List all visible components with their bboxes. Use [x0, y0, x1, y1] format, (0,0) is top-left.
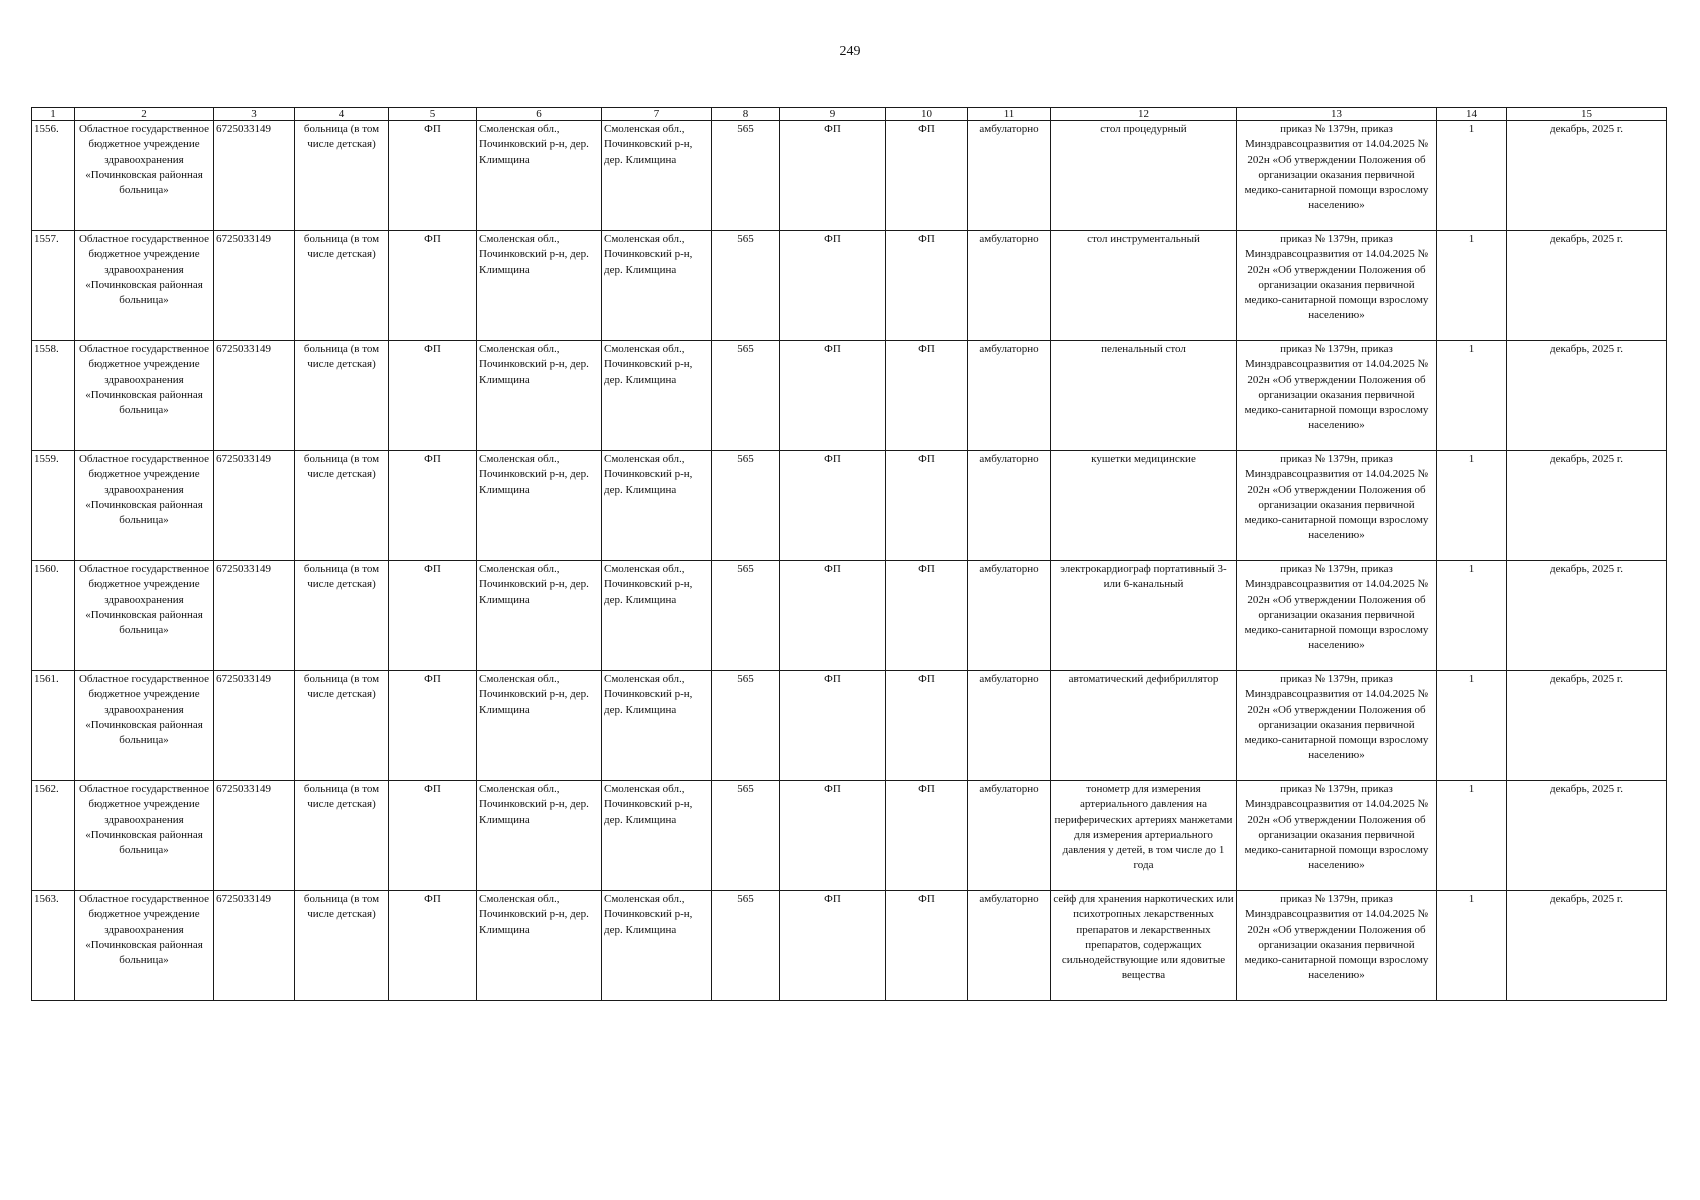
column-header: 2 [75, 108, 214, 121]
address-cell: Смоленская обл., Починковский р-н, дер. Климщина [477, 891, 602, 1001]
location-address-cell: Смоленская обл., Починковский р-н, дер. Климщина [602, 671, 712, 781]
column-header: 8 [712, 108, 780, 121]
table-row [32, 561, 1667, 671]
unit-type: ФП [389, 561, 477, 671]
organization-name: Областное государственное бюджетное учреждение здравоохранения «Починковская районная больница» [75, 121, 214, 231]
quantity-cell: 1 [1437, 121, 1507, 231]
column-header: 5 [389, 108, 477, 121]
column-number-row [32, 108, 1667, 121]
inn-code: 6725033149 [214, 781, 295, 891]
location-address-cell: Смоленская обл., Починковский р-н, дер. Климщина [602, 891, 712, 1001]
deadline-cell: декабрь, 2025 г. [1507, 561, 1667, 671]
care-mode-cell: амбулаторно [968, 561, 1051, 671]
organization-name: Областное государственное бюджетное учреждение здравоохранения «Починковская районная больница» [75, 231, 214, 341]
location-address-cell: Смоленская обл., Починковский р-н, дер. Климщина [602, 231, 712, 341]
subunit-cell: ФП [886, 121, 968, 231]
column-header: 7 [602, 108, 712, 121]
regulation-reference: приказ № 1379н, приказ Минздравсоцразвития от 14.04.2025 № 202н «Об утверждении Положения об организации оказания первичной медико-санитарной помощи взрослому населению» [1237, 231, 1437, 341]
table-row [32, 891, 1667, 1001]
data-table [31, 107, 1667, 1001]
equipment-name: стол процедурный [1051, 121, 1237, 231]
code-cell: 565 [712, 671, 780, 781]
unit-type: ФП [389, 451, 477, 561]
column-header: 12 [1051, 108, 1237, 121]
regulation-reference: приказ № 1379н, приказ Минздравсоцразвития от 14.04.2025 № 202н «Об утверждении Положения об организации оказания первичной медико-санитарной помощи взрослому населению» [1237, 671, 1437, 781]
location-address-cell: Смоленская обл., Починковский р-н, дер. Климщина [602, 341, 712, 451]
unit-type: ФП [389, 781, 477, 891]
row-number: 1563. [32, 891, 75, 1001]
row-number: 1558. [32, 341, 75, 451]
column-header: 3 [214, 108, 295, 121]
column-header: 13 [1237, 108, 1437, 121]
code-cell: 565 [712, 781, 780, 891]
organization-name: Областное государственное бюджетное учреждение здравоохранения «Починковская районная больница» [75, 561, 214, 671]
inn-code: 6725033149 [214, 671, 295, 781]
page-number: 249 [839, 44, 861, 59]
unit-cell: ФП [780, 341, 886, 451]
inn-code: 6725033149 [214, 561, 295, 671]
address-cell: Смоленская обл., Починковский р-н, дер. Климщина [477, 121, 602, 231]
facility-type: больница (в том числе детская) [295, 891, 389, 1001]
subunit-cell: ФП [886, 451, 968, 561]
address-cell: Смоленская обл., Починковский р-н, дер. Климщина [477, 781, 602, 891]
column-header: 4 [295, 108, 389, 121]
code-cell: 565 [712, 121, 780, 231]
organization-name: Областное государственное бюджетное учреждение здравоохранения «Починковская районная больница» [75, 891, 214, 1001]
column-header: 11 [968, 108, 1051, 121]
quantity-cell: 1 [1437, 671, 1507, 781]
code-cell: 565 [712, 891, 780, 1001]
address-cell: Смоленская обл., Починковский р-н, дер. Климщина [477, 341, 602, 451]
organization-name: Областное государственное бюджетное учреждение здравоохранения «Починковская районная больница» [75, 451, 214, 561]
regulation-reference: приказ № 1379н, приказ Минздравсоцразвития от 14.04.2025 № 202н «Об утверждении Положения об организации оказания первичной медико-санитарной помощи взрослому населению» [1237, 781, 1437, 891]
facility-type: больница (в том числе детская) [295, 781, 389, 891]
facility-type: больница (в том числе детская) [295, 341, 389, 451]
table-row [32, 121, 1667, 231]
unit-cell: ФП [780, 561, 886, 671]
address-cell: Смоленская обл., Починковский р-н, дер. Климщина [477, 671, 602, 781]
deadline-cell: декабрь, 2025 г. [1507, 891, 1667, 1001]
unit-cell: ФП [780, 781, 886, 891]
subunit-cell: ФП [886, 561, 968, 671]
care-mode-cell: амбулаторно [968, 781, 1051, 891]
location-address-cell: Смоленская обл., Починковский р-н, дер. Климщина [602, 561, 712, 671]
equipment-name: пеленальный стол [1051, 341, 1237, 451]
unit-type: ФП [389, 121, 477, 231]
regulation-reference: приказ № 1379н, приказ Минздравсоцразвития от 14.04.2025 № 202н «Об утверждении Положения об организации оказания первичной медико-санитарной помощи взрослому населению» [1237, 451, 1437, 561]
regulation-reference: приказ № 1379н, приказ Минздравсоцразвития от 14.04.2025 № 202н «Об утверждении Положения об организации оказания первичной медико-санитарной помощи взрослому населению» [1237, 341, 1437, 451]
code-cell: 565 [712, 231, 780, 341]
regulation-reference: приказ № 1379н, приказ Минздравсоцразвития от 14.04.2025 № 202н «Об утверждении Положения об организации оказания первичной медико-санитарной помощи взрослому населению» [1237, 561, 1437, 671]
unit-type: ФП [389, 671, 477, 781]
row-number: 1562. [32, 781, 75, 891]
organization-name: Областное государственное бюджетное учреждение здравоохранения «Починковская районная больница» [75, 781, 214, 891]
unit-cell: ФП [780, 121, 886, 231]
code-cell: 565 [712, 451, 780, 561]
subunit-cell: ФП [886, 341, 968, 451]
organization-name: Областное государственное бюджетное учреждение здравоохранения «Починковская районная больница» [75, 671, 214, 781]
quantity-cell: 1 [1437, 341, 1507, 451]
equipment-name: стол инструментальный [1051, 231, 1237, 341]
subunit-cell: ФП [886, 231, 968, 341]
quantity-cell: 1 [1437, 451, 1507, 561]
equipment-name: кушетки медицинские [1051, 451, 1237, 561]
quantity-cell: 1 [1437, 231, 1507, 341]
unit-type: ФП [389, 891, 477, 1001]
table-row [32, 671, 1667, 781]
quantity-cell: 1 [1437, 561, 1507, 671]
regulation-reference: приказ № 1379н, приказ Минздравсоцразвития от 14.04.2025 № 202н «Об утверждении Положения об организации оказания первичной медико-санитарной помощи взрослому населению» [1237, 891, 1437, 1001]
column-header: 9 [780, 108, 886, 121]
row-number: 1559. [32, 451, 75, 561]
unit-cell: ФП [780, 671, 886, 781]
code-cell: 565 [712, 561, 780, 671]
care-mode-cell: амбулаторно [968, 891, 1051, 1001]
inn-code: 6725033149 [214, 231, 295, 341]
equipment-name: электрокардиограф портативный 3- или 6-канальный [1051, 561, 1237, 671]
subunit-cell: ФП [886, 671, 968, 781]
code-cell: 565 [712, 341, 780, 451]
row-number: 1561. [32, 671, 75, 781]
row-number: 1557. [32, 231, 75, 341]
address-cell: Смоленская обл., Починковский р-н, дер. Климщина [477, 231, 602, 341]
column-header: 10 [886, 108, 968, 121]
equipment-name: автоматический дефибриллятор [1051, 671, 1237, 781]
subunit-cell: ФП [886, 891, 968, 1001]
quantity-cell: 1 [1437, 891, 1507, 1001]
facility-type: больница (в том числе детская) [295, 451, 389, 561]
quantity-cell: 1 [1437, 781, 1507, 891]
deadline-cell: декабрь, 2025 г. [1507, 231, 1667, 341]
column-header: 6 [477, 108, 602, 121]
row-number: 1560. [32, 561, 75, 671]
location-address-cell: Смоленская обл., Починковский р-н, дер. Климщина [602, 781, 712, 891]
facility-type: больница (в том числе детская) [295, 231, 389, 341]
location-address-cell: Смоленская обл., Починковский р-н, дер. Климщина [602, 121, 712, 231]
equipment-name: сейф для хранения наркотических или психотропных лекарственных препаратов и лекарственных препаратов, содержащих сильнодействующие или ядовитые вещества [1051, 891, 1237, 1001]
inn-code: 6725033149 [214, 891, 295, 1001]
address-cell: Смоленская обл., Починковский р-н, дер. Климщина [477, 561, 602, 671]
address-cell: Смоленская обл., Починковский р-н, дер. Климщина [477, 451, 602, 561]
facility-type: больница (в том числе детская) [295, 671, 389, 781]
row-number: 1556. [32, 121, 75, 231]
inn-code: 6725033149 [214, 451, 295, 561]
regulation-reference: приказ № 1379н, приказ Минздравсоцразвития от 14.04.2025 № 202н «Об утверждении Положения об организации оказания первичной медико-санитарной помощи взрослому населению» [1237, 121, 1437, 231]
deadline-cell: декабрь, 2025 г. [1507, 121, 1667, 231]
deadline-cell: декабрь, 2025 г. [1507, 451, 1667, 561]
column-header: 1 [32, 108, 75, 121]
unit-cell: ФП [780, 451, 886, 561]
subunit-cell: ФП [886, 781, 968, 891]
unit-cell: ФП [780, 231, 886, 341]
table-row [32, 231, 1667, 341]
care-mode-cell: амбулаторно [968, 341, 1051, 451]
deadline-cell: декабрь, 2025 г. [1507, 781, 1667, 891]
deadline-cell: декабрь, 2025 г. [1507, 671, 1667, 781]
unit-type: ФП [389, 231, 477, 341]
care-mode-cell: амбулаторно [968, 121, 1051, 231]
column-header: 14 [1437, 108, 1507, 121]
equipment-name: тонометр для измерения артериального давления на периферических артериях манжетами для измерения артериального давления у детей, в том числе до 1 года [1051, 781, 1237, 891]
inn-code: 6725033149 [214, 341, 295, 451]
column-header: 15 [1507, 108, 1667, 121]
unit-cell: ФП [780, 891, 886, 1001]
table-row [32, 451, 1667, 561]
organization-name: Областное государственное бюджетное учреждение здравоохранения «Починковская районная больница» [75, 341, 214, 451]
facility-type: больница (в том числе детская) [295, 121, 389, 231]
table-row [32, 781, 1667, 891]
table-row [32, 341, 1667, 451]
facility-type: больница (в том числе детская) [295, 561, 389, 671]
deadline-cell: декабрь, 2025 г. [1507, 341, 1667, 451]
inn-code: 6725033149 [214, 121, 295, 231]
care-mode-cell: амбулаторно [968, 671, 1051, 781]
care-mode-cell: амбулаторно [968, 451, 1051, 561]
location-address-cell: Смоленская обл., Починковский р-н, дер. Климщина [602, 451, 712, 561]
care-mode-cell: амбулаторно [968, 231, 1051, 341]
unit-type: ФП [389, 341, 477, 451]
